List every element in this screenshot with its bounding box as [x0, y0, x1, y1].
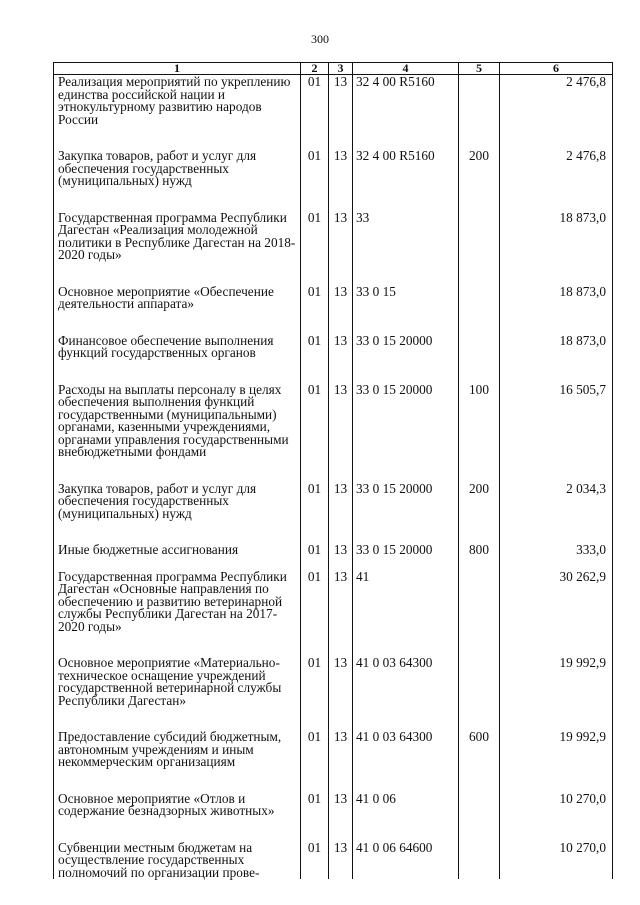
row-vr: 200	[459, 149, 500, 188]
row-spacer	[54, 360, 613, 383]
row-pr: 13	[329, 570, 353, 634]
header-row	[54, 63, 613, 75]
row-name: Основное мероприятие «Обеспечение деятельности аппарата»	[54, 285, 301, 311]
row-name: Закупка товаров, работ и услуг для обеспечения государственных (муниципальных) нужд	[54, 482, 301, 521]
row-rz: 01	[301, 730, 329, 769]
row-csr: 41 0 03 64300	[353, 730, 459, 769]
table-row	[54, 656, 613, 707]
row-spacer	[54, 188, 613, 211]
row-rz: 01	[301, 211, 329, 262]
row-vr	[459, 570, 500, 634]
row-csr: 41 0 06 64600	[353, 841, 459, 880]
row-rz: 01	[301, 543, 329, 557]
row-amount: 18 873,0	[500, 285, 613, 311]
row-pr: 13	[329, 383, 353, 459]
row-spacer	[54, 557, 613, 570]
row-name: Закупка товаров, работ и услуг для обеспечения государственных (муниципальных) нужд	[54, 149, 301, 188]
row-rz: 01	[301, 383, 329, 459]
row-name: Предоставление субсидий бюджетным, автономным учреждениям и иным некоммерческим организациям	[54, 730, 301, 769]
row-pr: 13	[329, 841, 353, 880]
row-name: Расходы на выплаты персоналу в целях обеспечения выполнения функций государственными (муниципальными) органами, казенными учреждениями, органами управления государственными внебюджетными фондами	[54, 383, 301, 459]
row-spacer	[54, 633, 613, 656]
row-amount: 16 505,7	[500, 383, 613, 459]
row-spacer	[54, 769, 613, 792]
row-vr: 100	[459, 383, 500, 459]
table-row	[54, 543, 613, 557]
row-rz: 01	[301, 792, 329, 818]
row-amount: 10 270,0	[500, 841, 613, 880]
row-vr	[459, 334, 500, 360]
header-col-1: 1	[54, 63, 301, 75]
row-amount: 2 034,3	[500, 482, 613, 521]
page-number: 300	[311, 32, 329, 46]
row-csr: 33	[353, 211, 459, 262]
table-row	[54, 285, 613, 311]
row-csr: 41 0 06	[353, 792, 459, 818]
row-name: Государственная программа Республики Дагестан «Основные направления по обеспечению и развитию ветеринарной службы Республики Дагестан на 2017-2020 годы»	[54, 570, 301, 634]
row-pr: 13	[329, 543, 353, 557]
row-vr	[459, 841, 500, 880]
row-amount: 333,0	[500, 543, 613, 557]
row-amount: 19 992,9	[500, 656, 613, 707]
row-name: Субвенции местным бюджетам на осуществление государственных полномочий по организации прове-	[54, 841, 301, 880]
row-csr: 33 0 15 20000	[353, 383, 459, 459]
row-vr	[459, 285, 500, 311]
row-csr: 32 4 00 R5160	[353, 75, 459, 127]
row-pr: 13	[329, 285, 353, 311]
row-csr: 33 0 15 20000	[353, 482, 459, 521]
row-amount: 30 262,9	[500, 570, 613, 634]
row-pr: 13	[329, 211, 353, 262]
row-amount: 19 992,9	[500, 730, 613, 769]
row-csr: 33 0 15	[353, 285, 459, 311]
row-name: Основное мероприятие «Отлов и содержание безнадзорных животных»	[54, 792, 301, 818]
table-row	[54, 334, 613, 360]
row-vr	[459, 792, 500, 818]
table-row	[54, 792, 613, 818]
row-csr: 41 0 03 64300	[353, 656, 459, 707]
row-name: Основное мероприятие «Материально-техническое оснащение учреждений государственной ветеринарной службы Республики Дагестан»	[54, 656, 301, 707]
row-spacer	[54, 459, 613, 482]
row-csr: 32 4 00 R5160	[353, 149, 459, 188]
header-col-4: 4	[353, 63, 459, 75]
header-col-3: 3	[329, 63, 353, 75]
row-name: Иные бюджетные ассигнования	[54, 543, 301, 557]
row-rz: 01	[301, 285, 329, 311]
row-spacer	[54, 818, 613, 841]
row-spacer	[54, 126, 613, 149]
row-rz: 01	[301, 149, 329, 188]
row-pr: 13	[329, 482, 353, 521]
row-vr	[459, 656, 500, 707]
row-rz: 01	[301, 656, 329, 707]
header-col-6: 6	[500, 63, 613, 75]
row-vr: 600	[459, 730, 500, 769]
row-rz: 01	[301, 334, 329, 360]
row-pr: 13	[329, 334, 353, 360]
row-csr: 33 0 15 20000	[353, 543, 459, 557]
row-vr	[459, 211, 500, 262]
row-pr: 13	[329, 656, 353, 707]
row-spacer	[54, 520, 613, 543]
row-rz: 01	[301, 482, 329, 521]
row-vr: 200	[459, 482, 500, 521]
row-vr: 800	[459, 543, 500, 557]
row-amount: 18 873,0	[500, 334, 613, 360]
row-spacer	[54, 311, 613, 334]
table-row	[54, 149, 613, 188]
header-col-5: 5	[459, 63, 500, 75]
row-pr: 13	[329, 149, 353, 188]
row-amount: 10 270,0	[500, 792, 613, 818]
row-csr: 41	[353, 570, 459, 634]
row-spacer	[54, 707, 613, 730]
row-name: Государственная программа Республики Дагестан «Реализация молодежной политики в Республике Дагестан на 2018-2020 годы»	[54, 211, 301, 262]
table-row	[54, 570, 613, 634]
row-name: Финансовое обеспечение выполнения функций государственных органов	[54, 334, 301, 360]
table-row	[54, 75, 613, 127]
table-row	[54, 841, 613, 880]
row-rz: 01	[301, 75, 329, 127]
row-amount: 2 476,8	[500, 149, 613, 188]
row-rz: 01	[301, 570, 329, 634]
row-pr: 13	[329, 792, 353, 818]
table-row	[54, 730, 613, 769]
table-row	[54, 211, 613, 262]
budget-table	[53, 62, 613, 879]
header-col-2: 2	[301, 63, 329, 75]
row-csr: 33 0 15 20000	[353, 334, 459, 360]
table-row	[54, 383, 613, 459]
row-amount: 2 476,8	[500, 75, 613, 127]
row-rz: 01	[301, 841, 329, 880]
table-row	[54, 482, 613, 521]
row-spacer	[54, 262, 613, 285]
row-amount: 18 873,0	[500, 211, 613, 262]
row-pr: 13	[329, 730, 353, 769]
row-name: Реализация мероприятий по укреплению единства российской нации и этнокультурному развитию народов России	[54, 75, 301, 127]
row-pr: 13	[329, 75, 353, 127]
row-vr	[459, 75, 500, 127]
